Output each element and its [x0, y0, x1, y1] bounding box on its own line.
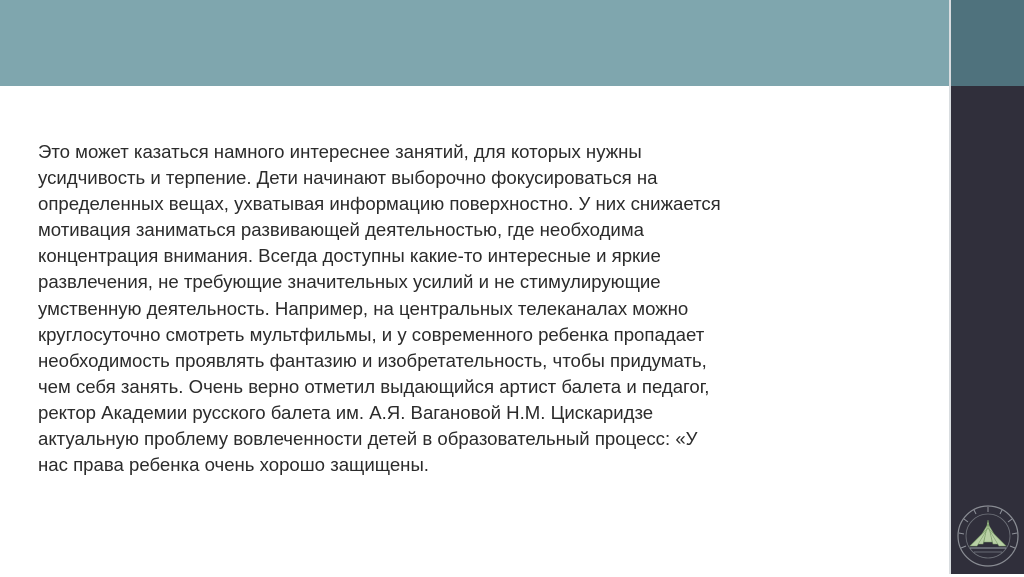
sidebar-divider: [949, 0, 951, 574]
university-emblem-icon: [954, 486, 1022, 572]
header-band: [0, 0, 951, 86]
header-accent-block: [951, 0, 1024, 86]
slide-body-text: Это может казаться намного интереснее занятий, для которых нужны усидчивость и терпение. Дети начинают выборочно фокусироваться на определенных вещах, ухватывая информацию поверхностно. У них снижается мотивация заниматься развивающей деятельностью, где необходима концентрация внимания. Всегда доступны какие-то интересные и яркие развлечения, не требующие значительных усилий и не стимулирующие умственную деятельность. Например, на центральных телеканалах можно круглосуточно смотреть мультфильмы, и у современного ребенка пропадает необходимость проявлять фантазию и изобретательность, чтобы придумать, чем себя занять. Очень верно отметил выдающийся артист балета и педагог, ректор Академии русского балета им. А.Я. Вагановой Н.М. Цискаридзе актуальную проблему вовлеченности детей в образовательный процесс: «У нас права ребенка очень хорошо защищены.: [38, 141, 721, 476]
